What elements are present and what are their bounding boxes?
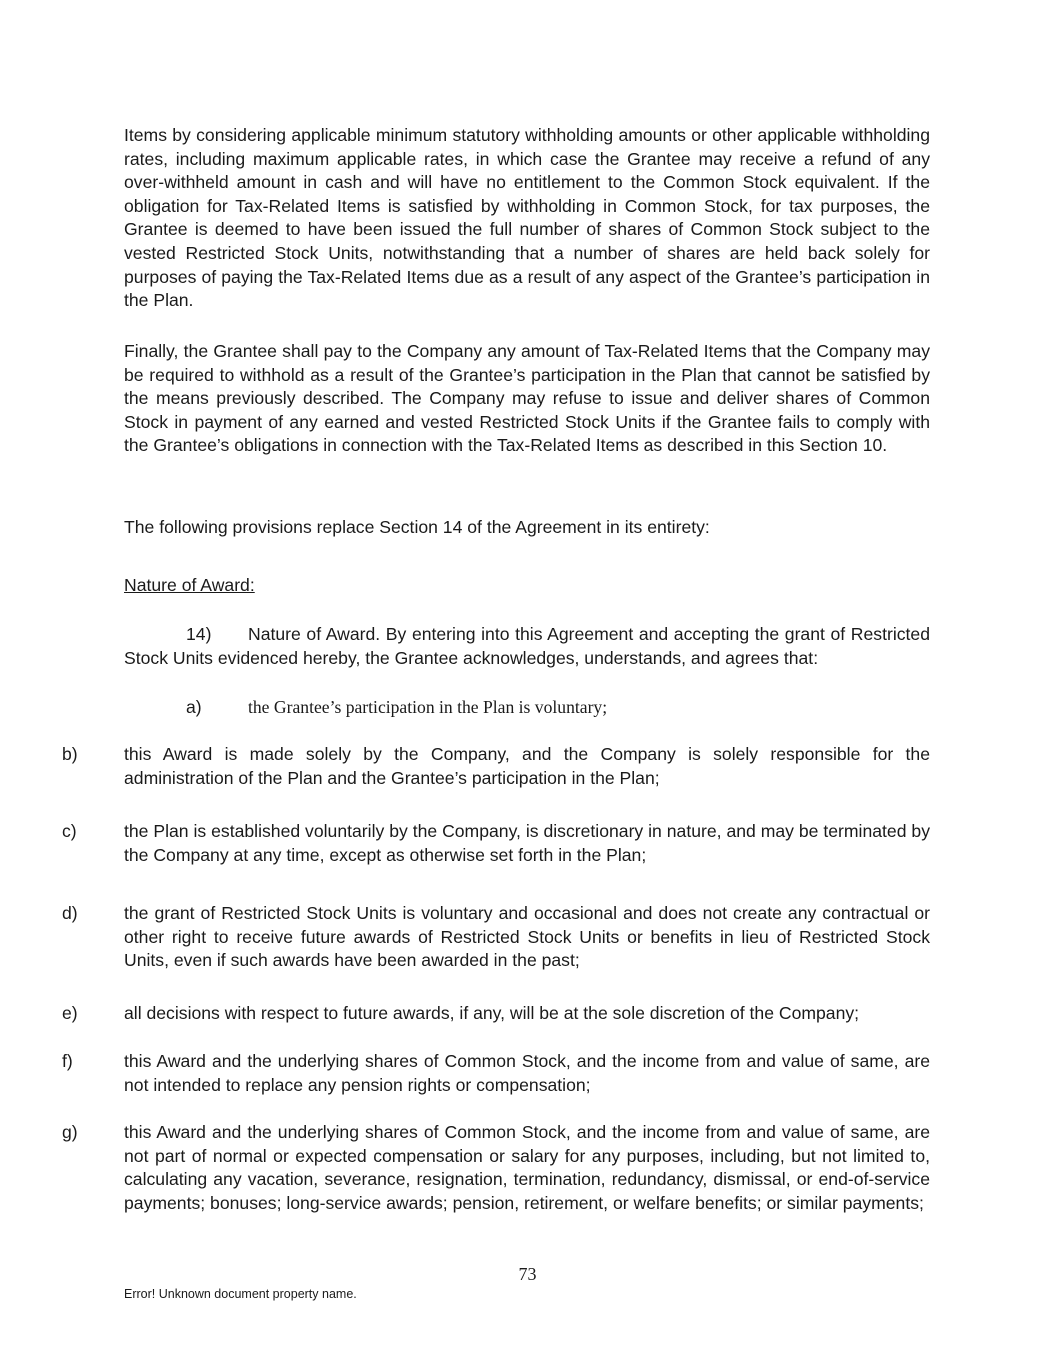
item-g-label: g) xyxy=(62,1122,78,1142)
paragraph-finally: Finally, the Grantee shall pay to the Company any amount of Tax-Related Items that the Company may be required to withhold as a result of the Grantee’s participation in the Plan that cannot be satisfied by the means previously described. The Company may refuse to issue and deliver shares of Common Stock in payment of any earned and vested Restricted Stock Units if the Grantee fails to comply with the Grantee’s obligations in connection with the Tax-Related Items as described in this Section 10. xyxy=(124,341,930,456)
section-14-text: Nature of Award. By entering into this Agreement and accepting the grant of Restricted Stock Units evidenced hereby, the Grantee acknowledges, understands, and agrees that: xyxy=(124,624,930,668)
paragraph-replace-section: The following provisions replace Section 14 of the Agreement in its entirety: xyxy=(124,517,710,537)
item-a-text: the Grantee’s participation in the Plan is voluntary; xyxy=(248,697,608,717)
item-c-text: the Plan is established voluntarily by the Company, is discretionary in nature, and may be terminated by the Company at any time, except as otherwise set forth in the Plan; xyxy=(124,821,930,865)
item-d-text: the grant of Restricted Stock Units is voluntary and occasional and does not create any contractual or other right to receive future awards of Restricted Stock Units or benefits in lieu of Restricted Stock Units, even if such awards have been awarded in the past; xyxy=(124,903,930,971)
page-number: 73 xyxy=(518,1264,537,1284)
section-14-number: 14) xyxy=(186,624,212,644)
heading-nature-of-award: Nature of Award: xyxy=(124,575,255,595)
paragraph-tax-withholding: Items by considering applicable minimum statutory withholding amounts or other applicable withholding rates, including maximum applicable rates, in which case the Grantee may receive a refund of any over-withheld amount in cash and will have no entitlement to the Common Stock equivalent. If the obligation for Tax-Related Items is satisfied by withholding in Common Stock, for tax purposes, the Grantee is deemed to have been issued the full number of shares of Common Stock subject to the vested Restricted Stock Units, notwithstanding that a number of shares are held back solely for purposes of paying the Tax-Related Items due as a result of any aspect of the Grantee’s participation in the Plan. xyxy=(124,125,930,311)
item-d-label: d) xyxy=(62,903,78,923)
item-b-text: this Award is made solely by the Company, and the Company is solely responsible for the administration of the Plan and the Grantee’s participation in the Plan; xyxy=(124,744,930,788)
item-b-label: b) xyxy=(62,744,78,764)
footer-error-text: Error! Unknown document property name. xyxy=(124,1287,357,1301)
item-a-label: a) xyxy=(186,697,202,717)
item-f-text: this Award and the underlying shares of Common Stock, and the income from and value of same, are not intended to replace any pension rights or compensation; xyxy=(124,1051,930,1095)
item-g-text: this Award and the underlying shares of Common Stock, and the income from and value of same, are not part of normal or expected compensation or salary for any purposes, including, but not limited to, calculating any vacation, severance, resignation, termination, redundancy, dismissal, or end-of-service payments; bonuses; long-service awards; pension, retirement, or welfare benefits; or similar payments; xyxy=(124,1122,930,1213)
item-f-label: f) xyxy=(62,1051,73,1071)
item-c-label: c) xyxy=(62,821,77,841)
item-e-text: all decisions with respect to future awards, if any, will be at the sole discretion of the Company; xyxy=(124,1003,860,1023)
item-e-label: e) xyxy=(62,1003,78,1023)
